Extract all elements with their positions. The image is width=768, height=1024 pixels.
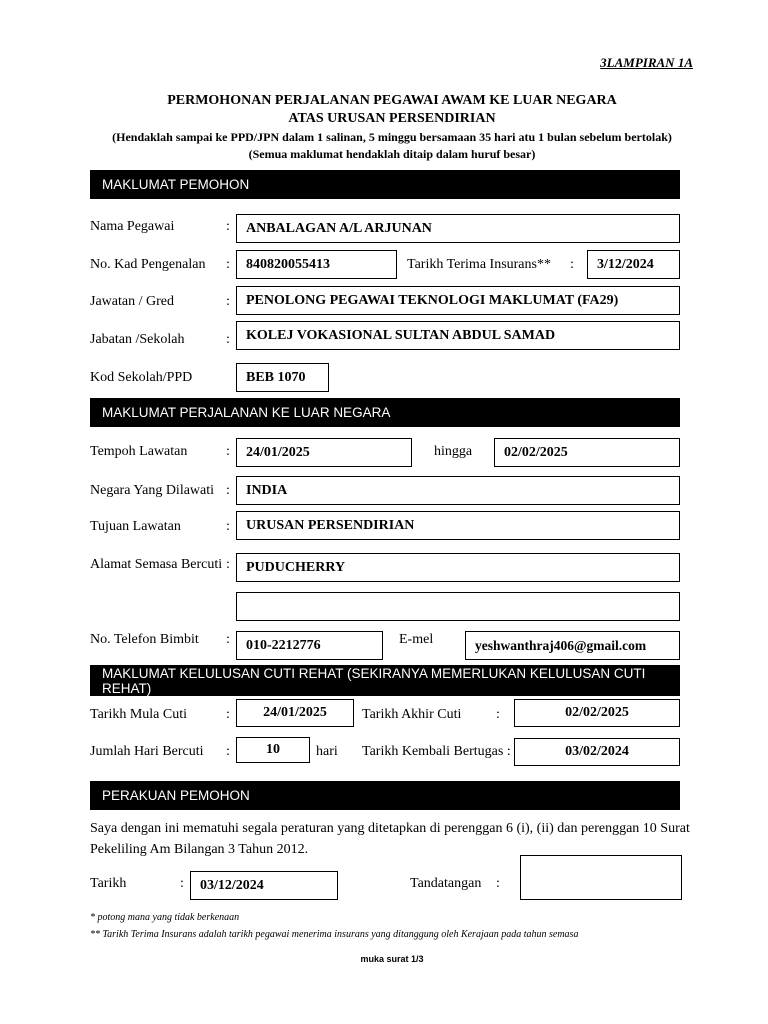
jumlah-hari-field[interactable]: 10 — [236, 737, 310, 763]
mula-cuti-label: Tarikh Mula Cuti — [90, 707, 188, 722]
page-number: muka surat 1/3 — [360, 954, 424, 964]
tujuan-label: Tujuan Lawatan — [90, 519, 181, 534]
jabatan-label: Jabatan /Sekolah — [90, 332, 185, 347]
section-heading-declaration: PERAKUAN PEMOHON — [90, 781, 680, 810]
section-heading-applicant: MAKLUMAT PEMOHON — [90, 170, 680, 199]
colon: : — [226, 219, 230, 234]
colon: : — [496, 876, 500, 891]
alamat-field-line1[interactable]: PUDUCHERRY — [236, 553, 680, 582]
kembali-bertugas-field[interactable]: 03/02/2024 — [514, 738, 680, 766]
tujuan-field[interactable]: URUSAN PERSENDIRIAN — [236, 511, 680, 540]
telefon-field[interactable]: 010-2212776 — [236, 631, 383, 660]
colon: : — [226, 444, 230, 459]
tempoh-to-field[interactable]: 02/02/2025 — [494, 438, 680, 467]
footnote-2: ** Tarikh Terima Insurans adalah tarikh pegawai menerima insurans yang ditanggung oleh Kerajaan pada tahun semasa — [90, 929, 579, 940]
colon: : — [226, 294, 230, 309]
declaration-line-1: Saya dengan ini mematuhi segala peraturan yang ditetapkan di perenggan 6 (i), (ii) dan perenggan 10 Surat — [90, 821, 690, 836]
akhir-cuti-field[interactable]: 02/02/2025 — [514, 699, 680, 727]
colon: : — [226, 744, 230, 759]
alamat-label: Alamat Semasa Bercuti — [90, 557, 223, 572]
tempoh-from-field[interactable]: 24/01/2025 — [236, 438, 412, 467]
colon: : — [226, 332, 230, 347]
declaration-line-2: Pekeliling Am Bilangan 3 Tahun 2012. — [90, 842, 309, 857]
tandatangan-label: Tandatangan — [410, 876, 482, 891]
jawatan-field[interactable]: PENOLONG PEGAWAI TEKNOLOGI MAKLUMAT (FA29) — [236, 286, 680, 315]
form-subtitle: ATAS URUSAN PERSENDIRIAN — [288, 111, 496, 126]
kembali-bertugas-label: Tarikh Kembali Bertugas : — [362, 744, 511, 759]
colon: : — [496, 707, 500, 722]
kad-pengenalan-label: No. Kad Pengenalan — [90, 257, 206, 272]
nama-label: Nama Pegawai — [90, 219, 175, 234]
colon: : — [226, 483, 230, 498]
colon: : — [570, 257, 574, 272]
jabatan-field[interactable]: KOLEJ VOKASIONAL SULTAN ABDUL SAMAD — [236, 321, 680, 350]
colon: : — [226, 257, 230, 272]
submission-instruction: (Hendaklah sampai ke PPD/JPN dalam 1 salinan, 5 minggu bersamaan 35 hari atu 1 bulan sebelum bertolak) — [112, 130, 672, 144]
email-label: E-mel — [399, 632, 434, 647]
negara-field[interactable]: INDIA — [236, 476, 680, 505]
tempoh-label: Tempoh Lawatan — [90, 444, 188, 459]
kad-pengenalan-field[interactable]: 840820055413 — [236, 250, 397, 279]
nama-field[interactable]: ANBALAGAN A/L ARJUNAN — [236, 214, 680, 243]
kod-sekolah-label: Kod Sekolah/PPD — [90, 370, 193, 385]
jumlah-hari-label: Jumlah Hari Bercuti — [90, 744, 204, 759]
telefon-label: No. Telefon Bimbit — [90, 632, 199, 647]
colon: : — [226, 557, 230, 572]
colon: : — [180, 876, 184, 891]
akhir-cuti-label: Tarikh Akhir Cuti — [362, 707, 462, 722]
signature-box[interactable] — [520, 855, 682, 900]
colon: : — [226, 632, 230, 647]
jawatan-label: Jawatan / Gred — [90, 294, 174, 309]
colon: : — [226, 519, 230, 534]
email-field[interactable]: yeshwanthraj406@gmail.com — [465, 631, 680, 660]
mula-cuti-field[interactable]: 24/01/2025 — [236, 699, 354, 727]
tarikh-field[interactable]: 03/12/2024 — [190, 871, 338, 900]
insurans-field[interactable]: 3/12/2024 — [587, 250, 680, 279]
hari-label: hari — [316, 744, 338, 759]
tarikh-label: Tarikh — [90, 876, 127, 891]
form-reference: 3LAMPIRAN 1A — [600, 55, 693, 70]
section-heading-leave: MAKLUMAT KELULUSAN CUTI REHAT (SEKIRANYA MEMERLUKAN KELULUSAN CUTI REHAT) — [90, 665, 680, 696]
section-heading-travel: MAKLUMAT PERJALANAN KE LUAR NEGARA — [90, 398, 680, 427]
typing-instruction: (Semua maklumat hendaklah ditaip dalam huruf besar) — [248, 147, 536, 161]
declaration-statement — [90, 818, 710, 860]
colon: : — [226, 707, 230, 722]
footnote-1: * potong mana yang tidak berkenaan — [90, 912, 240, 923]
hingga-label: hingga — [434, 444, 473, 459]
alamat-field-line2[interactable] — [236, 592, 680, 621]
negara-label: Negara Yang Dilawati — [90, 483, 215, 498]
form-title: PERMOHONAN PERJALANAN PEGAWAI AWAM KE LUAR NEGARA — [167, 93, 617, 108]
kod-sekolah-field[interactable]: BEB 1070 — [236, 363, 329, 392]
insurans-label: Tarikh Terima Insurans** — [407, 257, 551, 272]
